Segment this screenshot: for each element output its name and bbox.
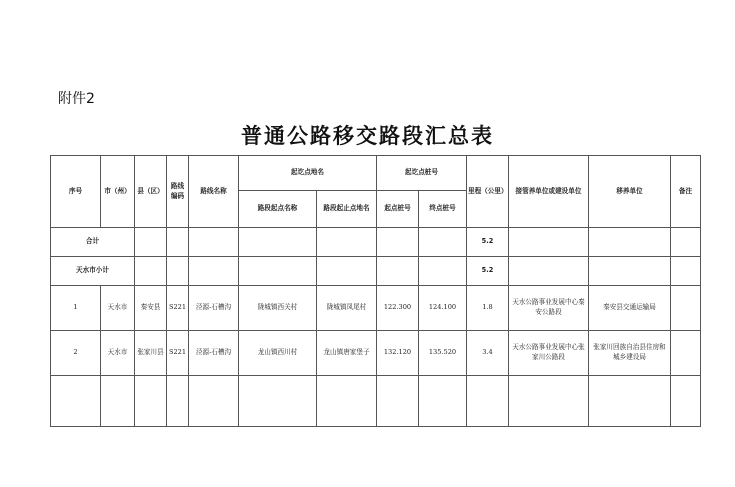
cell-start-name: 龙山镇西川村 bbox=[239, 331, 317, 376]
header-city: 市（州） bbox=[101, 156, 135, 228]
header-start-stake: 起点桩号 bbox=[377, 191, 419, 228]
subtotal-mileage: 5.2 bbox=[467, 257, 509, 286]
cell-mileage: 1.8 bbox=[467, 286, 509, 331]
page-title: 普通公路移交路段汇总表 bbox=[241, 124, 494, 148]
cell-handover-unit: 张家川回族自治县住房和城乡建设局 bbox=[589, 331, 671, 376]
header-route-name: 路线名称 bbox=[189, 156, 239, 228]
cell-route-code: S221 bbox=[167, 331, 189, 376]
cell-handover-unit: 秦安县交通运输局 bbox=[589, 286, 671, 331]
cell-city: 天水市 bbox=[101, 286, 135, 331]
subtotal-row bbox=[51, 257, 701, 286]
header-section-start-name: 路段起点名称 bbox=[239, 191, 317, 228]
cell-county: 秦安县 bbox=[135, 286, 167, 331]
header-stake: 起讫点桩号 bbox=[377, 156, 467, 191]
total-label: 合计 bbox=[51, 228, 135, 257]
cell-start-name: 陇城镇西关村 bbox=[239, 286, 317, 331]
header-receiving-unit: 接管养单位或建设单位 bbox=[509, 156, 589, 228]
table-row bbox=[51, 286, 701, 331]
cell-seq: 2 bbox=[51, 331, 101, 376]
cell-remark bbox=[671, 286, 701, 331]
cell-end-stake: 124.100 bbox=[419, 286, 467, 331]
header-end-stake: 终点桩号 bbox=[419, 191, 467, 228]
header-seq: 序号 bbox=[51, 156, 101, 228]
subtotal-label: 天水市小计 bbox=[51, 257, 135, 286]
summary-table bbox=[50, 155, 701, 427]
cell-end-stake: 135.520 bbox=[419, 331, 467, 376]
total-mileage: 5.2 bbox=[467, 228, 509, 257]
cell-receiving-unit: 天水公路事业发展中心张家川公路段 bbox=[509, 331, 589, 376]
cell-seq: 1 bbox=[51, 286, 101, 331]
table-row bbox=[51, 331, 701, 376]
cell-start-stake: 132.120 bbox=[377, 331, 419, 376]
cell-city: 天水市 bbox=[101, 331, 135, 376]
header-handover-unit: 移养单位 bbox=[589, 156, 671, 228]
header-route-code: 路线编码 bbox=[167, 156, 189, 228]
cell-route-code: S221 bbox=[167, 286, 189, 331]
cell-receiving-unit: 天水公路事业发展中心秦安公路段 bbox=[509, 286, 589, 331]
cell-end-name: 龙山镇唐家堡子 bbox=[317, 331, 377, 376]
header-remark: 备注 bbox=[671, 156, 701, 228]
header-county: 县（区） bbox=[135, 156, 167, 228]
header-mileage: 里程（公里） bbox=[467, 156, 509, 228]
header-place-names: 起讫点地名 bbox=[239, 156, 377, 191]
total-row bbox=[51, 228, 701, 257]
cell-route-name: 泾源-石槽沟 bbox=[189, 286, 239, 331]
cell-route-name: 泾源-石槽沟 bbox=[189, 331, 239, 376]
attachment-label: 附件2 bbox=[58, 91, 95, 107]
cell-start-stake: 122.300 bbox=[377, 286, 419, 331]
header-section-end-name: 路段起止点地名 bbox=[317, 191, 377, 228]
cell-remark bbox=[671, 331, 701, 376]
empty-row bbox=[51, 376, 701, 427]
cell-mileage: 3.4 bbox=[467, 331, 509, 376]
cell-end-name: 陇城镇凤尾村 bbox=[317, 286, 377, 331]
cell-county: 张家川县 bbox=[135, 331, 167, 376]
